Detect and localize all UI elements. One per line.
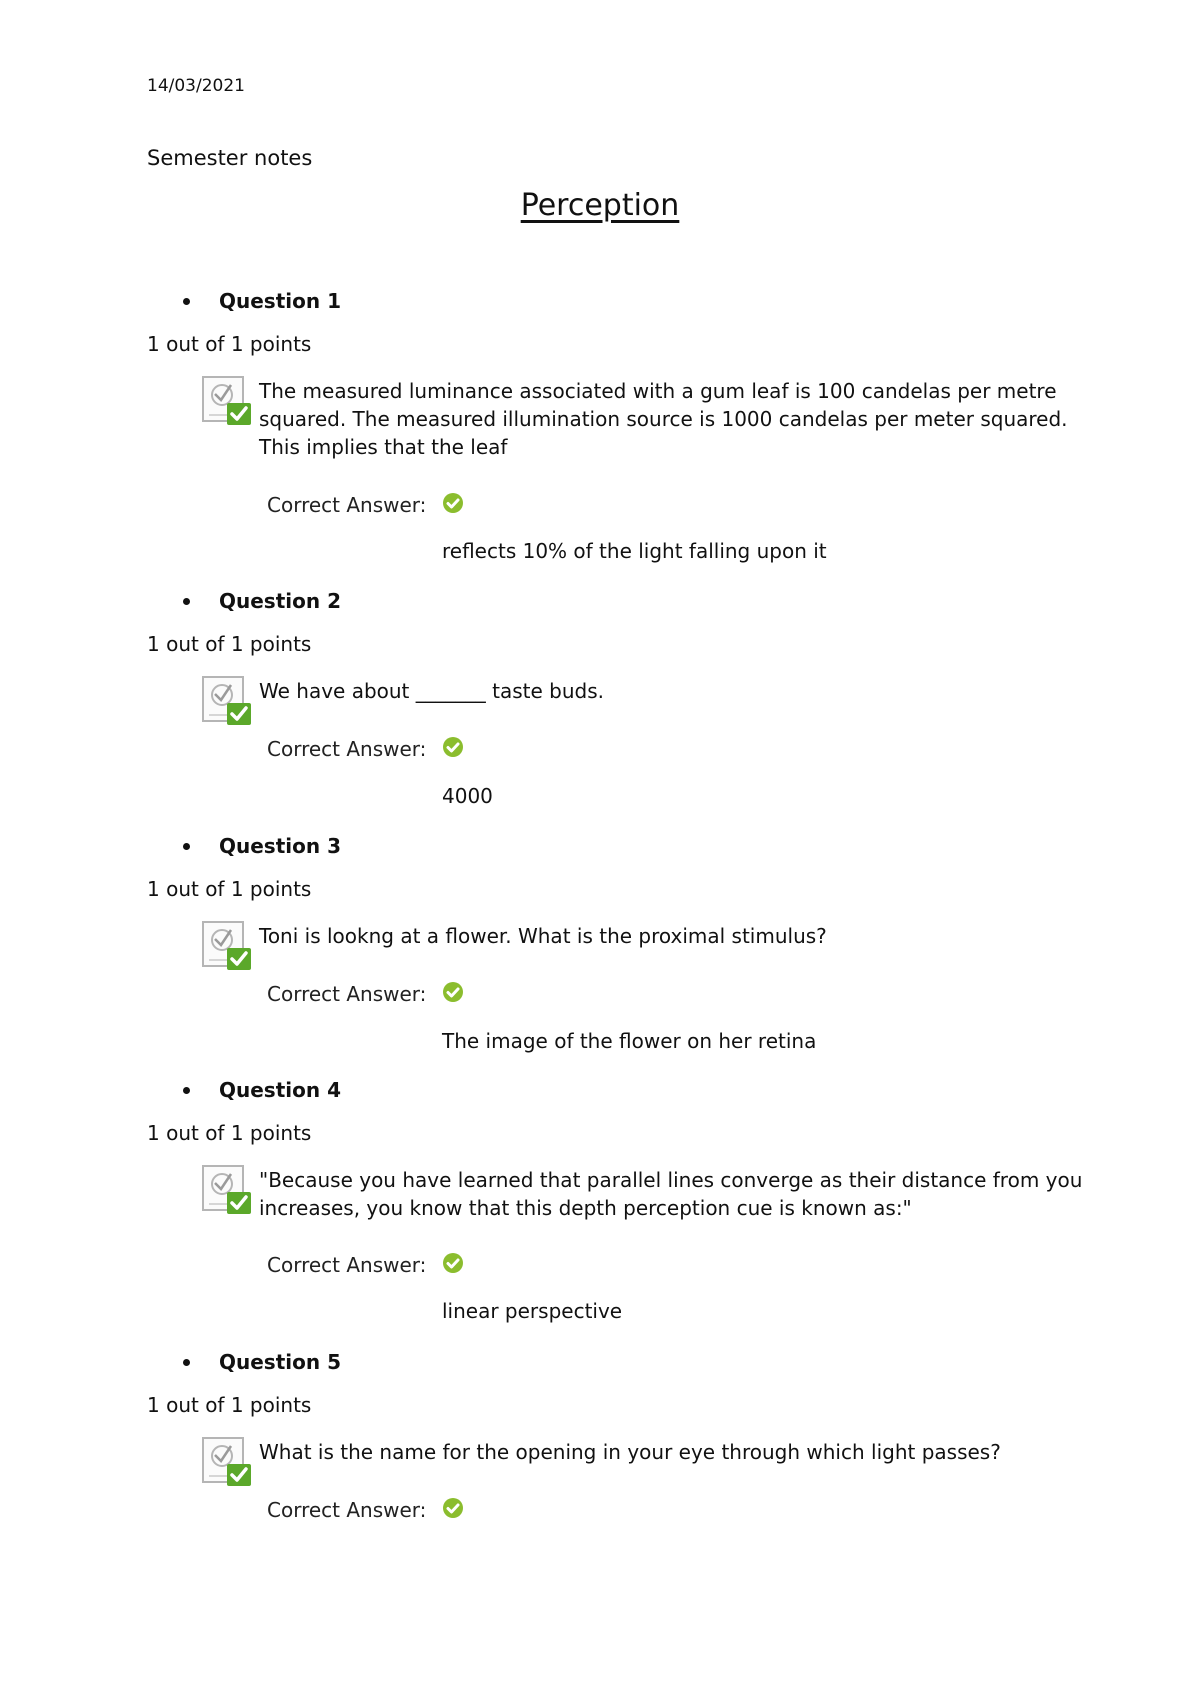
question-label: Question 3: [219, 834, 341, 858]
correct-answer-label: Correct Answer:: [267, 1253, 427, 1277]
graded-correct-icon: [201, 675, 253, 727]
bullet-icon: [183, 598, 190, 605]
question-line: What is the name for the opening in your eye through which light passes?: [259, 1440, 1001, 1464]
question-line: We have about _______ taste buds.: [259, 679, 604, 703]
graded-correct-icon: [201, 920, 253, 972]
check-circle-icon: [442, 736, 464, 758]
answer-text: 4000: [442, 784, 493, 808]
answer-text: reflects 10% of the light falling upon it: [442, 539, 827, 563]
question-points: 1 out of 1 points: [147, 877, 312, 901]
question-text: [259, 922, 1089, 950]
bullet-icon: [183, 843, 190, 850]
question-line: The measured luminance associated with a gum leaf is 100 candelas per metre: [259, 379, 1057, 403]
correct-answer-label: Correct Answer:: [267, 493, 427, 517]
graded-correct-icon: [201, 1436, 253, 1488]
question-label: Question 1: [219, 289, 341, 313]
question-label: Question 4: [219, 1078, 341, 1102]
question-line: "Because you have learned that parallel lines converge as their distance from you: [259, 1168, 1083, 1192]
page-title: Perception: [520, 188, 680, 223]
question-points: 1 out of 1 points: [147, 332, 312, 356]
question-line: squared. The measured illumination source is 1000 candelas per meter squared.: [259, 407, 1068, 431]
question-text: [259, 1438, 1089, 1466]
question-points: 1 out of 1 points: [147, 1393, 312, 1417]
document-date: 14/03/2021: [147, 76, 245, 96]
question-text: [259, 677, 1089, 705]
question-label: Question 5: [219, 1350, 341, 1374]
graded-correct-icon: [201, 375, 253, 427]
bullet-icon: [183, 1359, 190, 1366]
question-line: Toni is lookng at a flower. What is the proximal stimulus?: [259, 924, 827, 948]
check-circle-icon: [442, 1252, 464, 1274]
answer-text: linear perspective: [442, 1299, 623, 1323]
question-line: increases, you know that this depth perception cue is known as:": [259, 1196, 912, 1220]
correct-answer-label: Correct Answer:: [267, 982, 427, 1006]
correct-answer-label: Correct Answer:: [267, 737, 427, 761]
check-circle-icon: [442, 981, 464, 1003]
check-circle-icon: [442, 492, 464, 514]
document-header: Semester notes: [147, 146, 313, 170]
graded-correct-icon: [201, 1164, 253, 1216]
correct-answer-label: Correct Answer:: [267, 1498, 427, 1522]
answer-text: The image of the flower on her retina: [442, 1029, 817, 1053]
bullet-icon: [183, 298, 190, 305]
question-line: This implies that the leaf: [259, 435, 508, 459]
question-label: Question 2: [219, 589, 341, 613]
question-points: 1 out of 1 points: [147, 632, 312, 656]
question-points: 1 out of 1 points: [147, 1121, 312, 1145]
question-text: [259, 1166, 1089, 1222]
bullet-icon: [183, 1087, 190, 1094]
question-text: [259, 377, 1089, 461]
check-circle-icon: [442, 1497, 464, 1519]
